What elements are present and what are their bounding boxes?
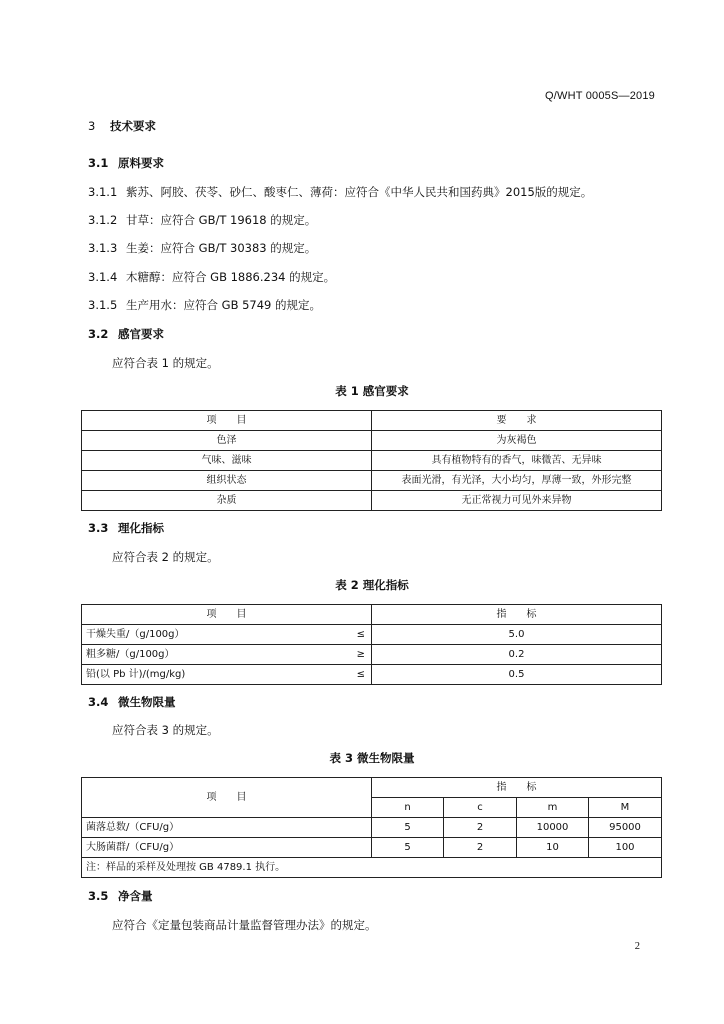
clause-text: 木糖醇：应符合 GB 1886.234 的规定。 xyxy=(126,270,336,284)
table-header-cell: 项 目 xyxy=(82,605,372,625)
clause-number: 3.1.5 xyxy=(88,298,118,312)
table-cell: 具有植物特有的香气，味微苦、无异味 xyxy=(372,451,662,471)
table-1-sensory xyxy=(81,410,662,511)
table-header-row xyxy=(82,605,662,625)
table-cell-symbol: ≤ xyxy=(332,665,372,685)
section-number: 3.2 xyxy=(88,327,109,341)
table-header-cell: 项 目 xyxy=(82,411,372,431)
table-cell: 菌落总数/（CFU/g） xyxy=(82,818,372,838)
table-subheader-cell: M xyxy=(589,798,662,818)
table-subheader-cell: m xyxy=(517,798,589,818)
table-cell: 10 xyxy=(517,838,589,858)
table-cell: 5 xyxy=(372,818,444,838)
section-3-heading xyxy=(88,121,156,133)
table-row xyxy=(82,818,662,838)
table-3-microbial xyxy=(81,777,662,878)
clause-text: 生产用水：应符合 GB 5749 的规定。 xyxy=(126,298,322,312)
table-cell: 无正常视力可见外来异物 xyxy=(372,491,662,511)
clause-text: 紫苏、阿胶、茯苓、砂仁、酸枣仁、薄荷：应符合《中华人民共和国药典》2015版的规定。 xyxy=(126,185,593,199)
table-header-cell: 要 求 xyxy=(372,411,662,431)
clause-3-1-2 xyxy=(88,215,316,227)
table-cell: 2 xyxy=(444,818,517,838)
table-2-physchem xyxy=(81,604,662,685)
table-2-caption: 表 2 理化指标 xyxy=(335,578,409,592)
table-row xyxy=(82,838,662,858)
table-header-row xyxy=(82,778,662,798)
table-cell-symbol: ≥ xyxy=(332,645,372,665)
table-cell: 杂质 xyxy=(82,491,372,511)
table-cell: 5.0 xyxy=(372,625,662,645)
clause-3-1-4 xyxy=(88,272,335,284)
table-cell: 色泽 xyxy=(82,431,372,451)
table-subheader-cell: c xyxy=(444,798,517,818)
table-cell: 10000 xyxy=(517,818,589,838)
section-3-4-heading xyxy=(88,697,176,709)
section-number: 3.5 xyxy=(88,889,109,903)
section-3-2-text: 应符合表 1 的规定。 xyxy=(112,356,219,370)
section-3-3-heading xyxy=(88,523,164,535)
section-3-5-text: 应符合《定量包装商品计量监督管理办法》的规定。 xyxy=(112,918,377,932)
section-number: 3 xyxy=(88,119,96,133)
section-number: 3.1 xyxy=(88,156,109,170)
section-3-2-heading xyxy=(88,329,164,341)
section-title: 原料要求 xyxy=(118,156,164,170)
table-cell: 0.2 xyxy=(372,645,662,665)
clause-3-1-3 xyxy=(88,243,316,255)
table-row xyxy=(82,451,662,471)
table-row xyxy=(82,431,662,451)
clause-number: 3.1.3 xyxy=(88,241,118,255)
table-1-caption: 表 1 感官要求 xyxy=(335,384,409,398)
table-cell: 为灰褐色 xyxy=(372,431,662,451)
table-subheader-cell: n xyxy=(372,798,444,818)
page-number: 2 xyxy=(634,941,640,952)
clause-number: 3.1.1 xyxy=(88,185,118,199)
clause-text: 生姜：应符合 GB/T 30383 的规定。 xyxy=(126,241,317,255)
table-cell: 气味、滋味 xyxy=(82,451,372,471)
section-title: 技术要求 xyxy=(110,119,156,133)
clause-3-1-5 xyxy=(88,300,321,312)
table-cell: 5 xyxy=(372,838,444,858)
section-3-4-text: 应符合表 3 的规定。 xyxy=(112,723,219,737)
table-note-row xyxy=(82,858,662,878)
table-cell-symbol: ≤ xyxy=(332,625,372,645)
table-cell: 干燥失重/（g/100g） xyxy=(82,625,332,645)
section-number: 3.3 xyxy=(88,521,109,535)
table-cell: 100 xyxy=(589,838,662,858)
table-row xyxy=(82,625,662,645)
section-title: 感官要求 xyxy=(118,327,164,341)
table-header-row xyxy=(82,411,662,431)
table-row xyxy=(82,471,662,491)
table-cell: 大肠菌群/（CFU/g） xyxy=(82,838,372,858)
table-row xyxy=(82,491,662,511)
table-cell: 0.5 xyxy=(372,665,662,685)
clause-text: 甘草：应符合 GB/T 19618 的规定。 xyxy=(126,213,317,227)
section-title: 微生物限量 xyxy=(118,695,176,709)
section-3-5-heading xyxy=(88,891,153,903)
section-3-1-heading xyxy=(88,158,164,170)
clause-number: 3.1.2 xyxy=(88,213,118,227)
table-cell: 2 xyxy=(444,838,517,858)
section-title: 净含量 xyxy=(118,889,153,903)
section-3-3-text: 应符合表 2 的规定。 xyxy=(112,550,219,564)
clause-3-1-1 xyxy=(88,187,592,199)
table-cell: 粗多糖/（g/100g） xyxy=(82,645,332,665)
table-cell: 铅(以 Pb 计)/(mg/kg) xyxy=(82,665,332,685)
table-header-cell: 项 目 xyxy=(82,778,372,818)
table-note: 注：样品的采样及处理按 GB 4789.1 执行。 xyxy=(82,858,662,878)
table-cell: 表面光滑，有光泽，大小均匀，厚薄一致，外形完整 xyxy=(372,471,662,491)
table-cell: 组织状态 xyxy=(82,471,372,491)
table-3-caption: 表 3 微生物限量 xyxy=(329,751,415,765)
table-cell: 95000 xyxy=(589,818,662,838)
section-number: 3.4 xyxy=(88,695,109,709)
table-header-cell: 指 标 xyxy=(372,605,662,625)
clause-number: 3.1.4 xyxy=(88,270,118,284)
document-code: Q/WHT 0005S—2019 xyxy=(545,90,655,102)
section-title: 理化指标 xyxy=(118,521,164,535)
table-row xyxy=(82,665,662,685)
table-row xyxy=(82,645,662,665)
table-header-cell: 指 标 xyxy=(372,778,662,798)
